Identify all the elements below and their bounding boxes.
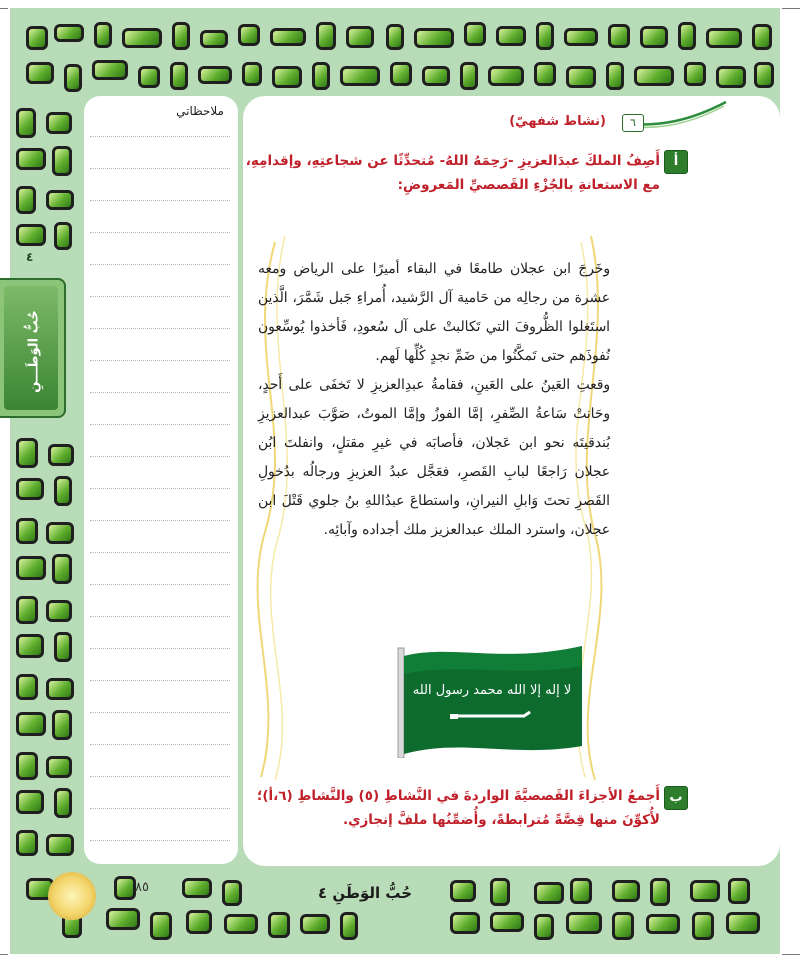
decorative-tile (490, 912, 524, 932)
decorative-tile (54, 476, 72, 506)
decorative-tile (564, 28, 598, 46)
flag-shahada: لا إله إلا الله محمد رسول الله (412, 683, 572, 698)
decorative-tile (138, 66, 160, 88)
decorative-tile (488, 66, 524, 86)
decorative-tile (460, 62, 478, 90)
decorative-tile (54, 24, 84, 42)
decorative-tile (728, 878, 750, 904)
decorative-tile (52, 554, 72, 584)
note-line (90, 328, 230, 329)
decorative-tile (414, 28, 454, 48)
decorative-tile (182, 878, 212, 898)
note-line (90, 744, 230, 745)
decorative-tile (706, 28, 742, 48)
note-line (90, 648, 230, 649)
decorative-tile (114, 876, 136, 900)
decorative-tile (64, 64, 82, 92)
decorative-tile (54, 788, 72, 818)
corner-logo-icon (48, 872, 96, 920)
decorative-tile (634, 66, 674, 86)
note-line (90, 776, 230, 777)
decorative-tile (94, 22, 112, 48)
decorative-tile (566, 66, 596, 88)
decorative-tile (16, 186, 36, 214)
crop-mark (0, 954, 8, 955)
decorative-tile (200, 30, 228, 48)
note-line (90, 200, 230, 201)
decorative-tile (16, 674, 38, 700)
unit-number: ٤ (26, 250, 34, 264)
question-a-line1: أَصِفُ الملكَ عبدَالعزيزِ -رَحِمَهُ اللهُ- مُتحدِّثًا عن شجاعتِهِ، وإقدامِهِ، (245, 153, 660, 169)
decorative-tile (16, 712, 46, 736)
story-text (258, 255, 610, 545)
decorative-tile (242, 62, 262, 86)
decorative-tile (150, 912, 172, 940)
decorative-tile (52, 146, 72, 176)
decorative-tile (316, 22, 336, 50)
decorative-tile (198, 66, 232, 84)
note-line (90, 712, 230, 713)
story-paragraph-2: وقعتِ العَينُ على العَينِ، فقامةُ عبدِالعزيزِ لا تَخفَى على أَحدٍ، وحَانتْ سَاعةُ الصِّفرِ، إمَّا الفوزُ وإمَّا الموتُ، صَوَّبَ عبدالعزيزِ بُندقيتَه نحو ابن عَجلان، فأصابَه في غيرِ مقتلٍ، وانفلتَ ابُن عجلان رَاجعًا لبابِ القَصرِ، فعَجَّل عبدُ العزيزِ ورجالُه بدُخولِ القَصرِ تحتَ وَابلِ النيرانِ، واستطاعَ عبدُاللهِ بنُ جلوي قَتْلَ ابن عجلان، واسترد الملك عبدالعزيز ملك أجداده وآبائِه. (258, 377, 610, 538)
decorative-tile (386, 24, 404, 50)
decorative-tile (534, 62, 556, 86)
decorative-tile (534, 914, 554, 940)
decorative-tile (106, 908, 140, 930)
decorative-tile (122, 28, 162, 48)
decorative-tile (646, 914, 680, 934)
decorative-tile (464, 22, 486, 46)
decorative-tile (222, 880, 242, 906)
decorative-tile (678, 22, 696, 50)
decorative-tile (346, 26, 374, 48)
note-line (90, 360, 230, 361)
note-line (90, 488, 230, 489)
notes-title: ملاحظاتي (176, 104, 224, 118)
question-b-line1: أَجمعُ الأجزاءَ القَصصيَّةَ الواردةَ في النَّشاطِ (٥) والنَّشاطِ (٦،أ)؛ (256, 788, 660, 804)
page-number: ٨٥ (135, 880, 149, 895)
crop-mark (782, 8, 800, 9)
decorative-tile (16, 438, 38, 468)
decorative-tile (54, 632, 72, 662)
note-line (90, 264, 230, 265)
decorative-tile (16, 790, 44, 814)
decorative-tile (716, 66, 746, 88)
note-line (90, 168, 230, 169)
saudi-flag-image (392, 642, 586, 758)
decorative-tile (16, 478, 44, 500)
decorative-tile (16, 634, 44, 658)
decorative-tile (238, 24, 260, 46)
decorative-tile (16, 518, 38, 544)
decorative-tile (612, 912, 634, 940)
note-line (90, 552, 230, 553)
decorative-tile (54, 222, 72, 250)
note-line (90, 680, 230, 681)
decorative-tile (272, 66, 302, 88)
unit-title: حُبُّ الوَطَـــنِ (26, 310, 42, 393)
decorative-tile (170, 62, 188, 90)
question-b-line2: لأُكوِّنَ منها قِصَّةً مُترابطةً، وأُضمِّنُها ملفَّ إنجازي. (342, 812, 660, 828)
decorative-tile (186, 910, 212, 934)
crop-mark (782, 954, 800, 955)
decorative-tile (300, 914, 330, 934)
decorative-tile (490, 878, 510, 906)
footer-unit-title: حُبُّ الوَطَنِ ٤ (317, 884, 413, 902)
decorative-tile (566, 912, 602, 934)
decorative-tile (612, 880, 640, 902)
decorative-tile (692, 912, 714, 940)
decorative-tile (224, 914, 258, 934)
note-line (90, 456, 230, 457)
story-paragraph-1: وخَرجَ ابن عجلان طامعًا في البقاء أميرًا على الرياض ومعه عشرة من رجالِه من حَامية آل الرَّشيد، أُمراءِ جَبل شَمَّرَ، الَّذين استَغلوا الظُّروفَ التي تَكالبتْ على آل سُعودِ، فَأخذوا يُوسِّعون نُفوذَهم حتى تَمكَّنُوا من ضَمِّ نجدٍ كُلِّها لَهم. (258, 261, 610, 364)
decorative-tile (534, 882, 564, 904)
decorative-tile (26, 26, 48, 50)
decorative-tile (46, 600, 72, 622)
decorative-tile (46, 522, 74, 544)
decorative-tile (684, 62, 706, 86)
decorative-tile (16, 108, 36, 138)
decorative-tile (754, 62, 774, 88)
activity-label: (نشاط شفهيّ) (509, 114, 606, 129)
decorative-tile (16, 224, 46, 246)
decorative-tile (16, 148, 46, 170)
decorative-tile (270, 28, 306, 46)
decorative-tile (606, 62, 624, 90)
decorative-tile (16, 752, 38, 780)
decorative-tile (48, 444, 74, 466)
decorative-tile (92, 60, 128, 80)
decorative-tile (46, 190, 74, 210)
decorative-tile (450, 912, 480, 934)
decorative-tile (536, 22, 554, 50)
decorative-tile (570, 878, 592, 904)
decorative-tile (52, 710, 72, 740)
note-line (90, 616, 230, 617)
decorative-tile (496, 26, 526, 46)
decorative-tile (390, 62, 412, 86)
decorative-tile (16, 596, 38, 624)
decorative-tile (650, 878, 670, 906)
note-line (90, 424, 230, 425)
decorative-tile (268, 912, 290, 938)
question-b-badge: ب (664, 786, 688, 810)
note-line (90, 520, 230, 521)
decorative-tile (608, 24, 630, 48)
decorative-tile (690, 880, 720, 902)
note-line (90, 392, 230, 393)
decorative-tile (726, 912, 760, 934)
decorative-tile (26, 62, 54, 84)
decorative-tile (46, 678, 74, 700)
decorative-tile (312, 62, 330, 90)
decorative-tile (640, 26, 668, 48)
notes-panel (84, 96, 238, 864)
question-a-line2: مع الاستعانةِ بالجُزْءِ القَصصيِّ المَعروضِ: (397, 177, 660, 193)
decorative-tile (340, 912, 358, 940)
note-line (90, 136, 230, 137)
note-line (90, 296, 230, 297)
note-line (90, 584, 230, 585)
decorative-tile (450, 880, 476, 902)
decorative-tile (16, 830, 38, 856)
decorative-tile (172, 22, 190, 50)
question-a-badge: أ (664, 150, 688, 174)
decorative-tile (422, 66, 450, 86)
crop-mark (0, 8, 8, 9)
decorative-tile (46, 112, 72, 134)
note-line (90, 840, 230, 841)
decorative-tile (16, 556, 46, 580)
activity-number: ٦ (622, 114, 644, 132)
note-line (90, 808, 230, 809)
note-line (90, 232, 230, 233)
decorative-tile (46, 834, 74, 856)
decorative-tile (752, 24, 772, 50)
decorative-tile (46, 756, 72, 778)
decorative-tile (340, 66, 380, 86)
